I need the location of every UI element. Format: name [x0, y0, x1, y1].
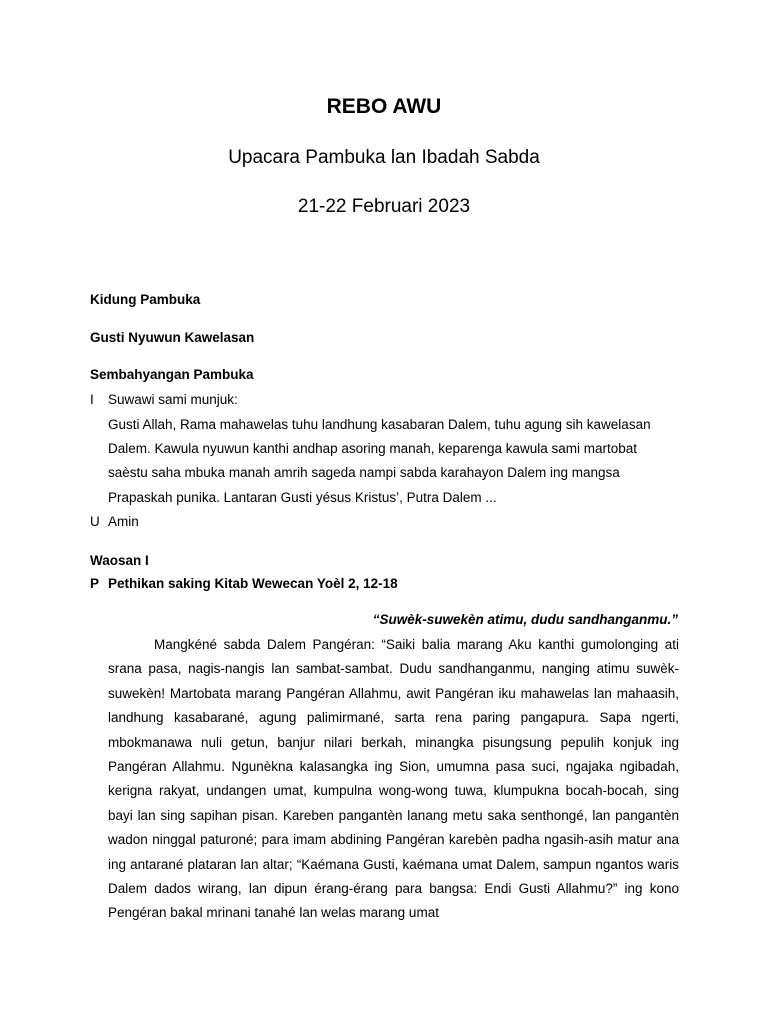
document-subtitle: Upacara Pambuka lan Ibadah Sabda — [228, 147, 540, 168]
prayer-line: Prapaskah punika. Lantaran Gusti yésus Kristus’, Putra Dalem ... — [108, 490, 497, 505]
speaker-marker-i: I — [90, 392, 94, 407]
prayer-line: Gusti Allah, Rama mahawelas tuhu landhung kasabaran Dalem, tuhu agung sih kawelasan — [108, 417, 651, 432]
heading-sembahyangan-pambuka: Sembahyangan Pambuka — [90, 367, 254, 382]
reading-reference: Pethikan saking Kitab Wewecan Yoèl 2, 12-18 — [108, 576, 398, 591]
prayer-line: saèstu saha mbuka manah amrih sageda nampi sabda karahayon Dalem ing mangsa — [108, 465, 620, 480]
document-title: REBO AWU — [326, 95, 442, 118]
speaker-marker-p: P — [90, 576, 100, 591]
speaker-marker-u: U — [90, 514, 100, 529]
document-date: 21-22 Februari 2023 — [297, 196, 471, 217]
heading-kidung-pambuka: Kidung Pambuka — [90, 292, 201, 307]
prayer-response: Amin — [108, 514, 139, 529]
reading-body: Mangkéné sabda Dalem Pangéran: “Saiki balia marang Aku kanthi gumolonging ati srana pasa, nagis-nangis lan sambat-sambat. Dudu sandhanganmu, nanging atimu suwèk-suwekèn! Martobata marang Pangéran Allahmu, awit Pangéran iku mahawelas lan mahaasih, landhung kasabarané, agung palimirmané, sarta rena paring pangapura. Sapa ngerti, mbokmanawa nuli getun, banjur nilari berkah, minangka pisungsung pepulih konjuk ing Pangéran Allahmu. Ngunèkna kalasangka ing Sion, umumna pasa suci, ngajaka ngibadah, kerigna rakyat, undangen umat, kumpulna wong-wong tuwa, klumpukna bocah-bocah, sing bayi lan sing sapihan pisan. Kareben pangantèn lanang metu saka senthongé, lan pangantèn wadon ninggal paturoné; para imam abdining Pangéran karebèn padha ngasih-asih matur ana ing antarané plataran lan altar; “Kaémana Gusti, kaémana umat Dalem, sampun ngantos waris Dalem dados wirang, lan dipun érang-érang para bangsa: Endi Gusti Allahmu?” ing kono Pengéran bakal mrinani tanahé lan welas marang umat — [108, 637, 679, 921]
prayer-line: Dalem. Kawula nyuwun kanthi andhap asoring manah, keparenga kawula sami martobat — [108, 441, 638, 456]
reading-quote: “Suwèk-suwekèn atimu, dudu sandhanganmu.” — [372, 612, 678, 627]
heading-gusti-nyuwun-kawelasan: Gusti Nyuwun Kawelasan — [90, 330, 255, 345]
prayer-intro: Suwawi sami munjuk: — [108, 392, 238, 407]
heading-waosan-i: Waosan I — [90, 553, 149, 568]
